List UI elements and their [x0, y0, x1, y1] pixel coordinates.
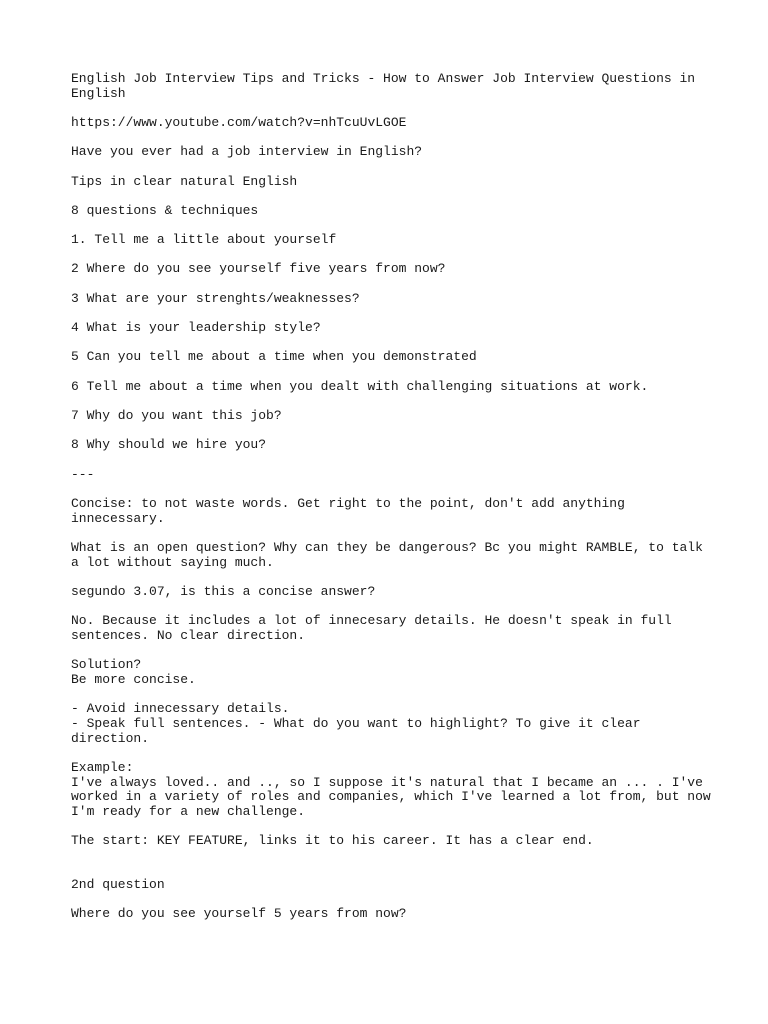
video-url: https://www.youtube.com/watch?v=nhTcuUvLGOE: [71, 115, 407, 130]
question-item-4: 4 What is your leadership style?: [71, 320, 321, 336]
tips-line: Tips in clear natural English: [71, 173, 298, 189]
intro-question: Have you ever had a job interview in English?: [71, 144, 423, 160]
document-title: English Job Interview Tips and Tricks - How to Answer Job Interview Questions in English: [71, 71, 703, 101]
question-item-1: 1. Tell me a little about yourself: [71, 232, 337, 248]
question-item-2: 2 Where do you see yourself five years from now?: [71, 261, 446, 277]
open-question-note: What is an open question? Why can they be dangerous? Bc you might RAMBLE, to talk a lot without saying much.: [71, 539, 711, 570]
timestamp-note: segundo 3.07, is this a concise answer?: [71, 583, 376, 599]
second-question-text: Where do you see yourself 5 years from now?: [71, 906, 407, 922]
document-page: [71, 72, 711, 937]
question-item-6: 6 Tell me about a time when you dealt with challenging situations at work.: [71, 378, 649, 394]
question-item-3: 3 What are your strenghts/weaknesses?: [71, 290, 360, 306]
section-divider: ---: [71, 466, 95, 482]
question-item-7: 7 Why do you want this job?: [71, 407, 282, 423]
example-block: Example: I've always loved.. and .., so I suppose it's natural that I became an ... . I've worked in a variety of roles and companies, which I've learned a lot from, but now I'm ready for a new challenge.: [71, 759, 711, 819]
concise-definition: Concise: to not waste words. Get right to the point, don't add anything innecessary.: [71, 495, 633, 526]
solution-block: Solution? Be more concise.: [71, 657, 196, 687]
questions-heading: 8 questions & techniques: [71, 202, 259, 218]
start-note: The start: KEY FEATURE, links it to his career. It has a clear end.: [71, 833, 594, 849]
question-item-8: 8 Why should we hire you?: [71, 437, 267, 453]
question-item-5: 5 Can you tell me about a time when you demonstrated: [71, 349, 477, 365]
answer-critique: No. Because it includes a lot of innecesary details. He doesn't speak in full sentences. No clear direction.: [71, 613, 680, 643]
second-question-heading: 2nd question: [71, 876, 165, 892]
solution-list: - Avoid innecessary details. - Speak full sentences. - What do you want to highlight? To give it clear direction.: [71, 701, 641, 746]
